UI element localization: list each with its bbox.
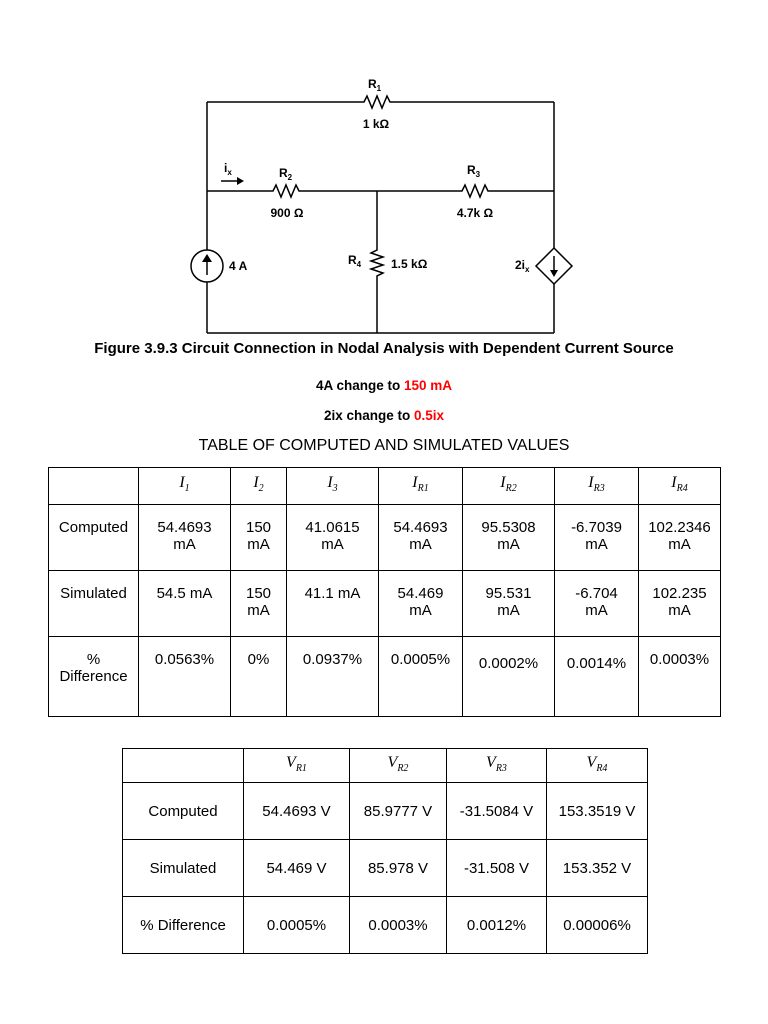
header-i3: $I_3$ [287, 468, 379, 505]
header-i1: $I_1$ [139, 468, 231, 505]
table-cell: 54.5 mA [139, 571, 231, 637]
table-header-row [123, 749, 648, 783]
table-cell: 153.352 V [547, 840, 648, 897]
table-cell: 95.531 mA [463, 571, 555, 637]
table-cell: 0.0002% [463, 637, 555, 717]
table-cell: 54.469 V [244, 840, 350, 897]
table-cell: 54.4693 mA [379, 505, 463, 571]
r3-label: $R_3$ [467, 163, 481, 179]
row-label: % Difference [123, 897, 244, 954]
wire-top [207, 96, 554, 108]
header-ir3: $I_{R3}$ [555, 468, 639, 505]
row-label: Simulated [123, 840, 244, 897]
table-cell: 85.9777 V [350, 783, 447, 840]
row-label: Simulated [49, 571, 139, 637]
table-cell: 0.00006% [547, 897, 648, 954]
table-cell: 41.0615 mA [287, 505, 379, 571]
wire-middle [207, 185, 554, 197]
row-label: Computed [123, 783, 244, 840]
table-row [123, 783, 648, 840]
table-cell: -6.704 mA [555, 571, 639, 637]
change-note-2: 2ix change to 0.5ix [323, 408, 445, 423]
table-cell: 54.469 mA [379, 571, 463, 637]
table-cell: 0.0937% [287, 637, 379, 717]
table-row [123, 897, 648, 954]
table-cell: 102.2346 mA [639, 505, 721, 571]
table-cell: 54.4693 mA [139, 505, 231, 571]
table-cell: 0.0012% [447, 897, 547, 954]
wire-center [371, 191, 383, 333]
table-cell: -31.5084 V [447, 783, 547, 840]
r1-value: 1 kΩ [362, 117, 390, 131]
table-cell: -31.508 V [447, 840, 547, 897]
ix-label: $i_x$ [224, 161, 232, 177]
table-row [49, 637, 721, 717]
table-row [49, 571, 721, 637]
r4-label: $R_4$ [348, 253, 362, 269]
table-title: TABLE OF COMPUTED AND SIMULATED VALUES [198, 437, 570, 454]
table-cell: 0% [231, 637, 287, 717]
table-cell: 0.0563% [139, 637, 231, 717]
row-label: Computed [49, 505, 139, 571]
figure-caption: Figure 3.9.3 Circuit Connection in Nodal Analysis with Dependent Current Source [94, 340, 674, 357]
table-cell: -6.7039 mA [555, 505, 639, 571]
current-values-table [48, 467, 721, 717]
table-cell: 54.4693 V [244, 783, 350, 840]
change-note-1: 4A change to 150 mA [315, 378, 453, 393]
voltage-values-table [122, 748, 648, 954]
table-cell: 41.1 mA [287, 571, 379, 637]
table-cell: 150 mA [231, 505, 287, 571]
header-ir1: $I_{R1}$ [379, 468, 463, 505]
table-cell: 153.3519 V [547, 783, 648, 840]
table-header-row [49, 468, 721, 505]
header-vr2: $V_{R2}$ [350, 749, 447, 783]
header-vr4: $V_{R4}$ [547, 749, 648, 783]
table-cell: 0.0014% [555, 637, 639, 717]
row-label: % Difference [49, 637, 139, 717]
header-vr1: $V_{R1}$ [244, 749, 350, 783]
table-row [49, 505, 721, 571]
corner-cell [123, 749, 244, 783]
header-i2: $I_2$ [231, 468, 287, 505]
table-cell: 150 mA [231, 571, 287, 637]
table-cell: 0.0005% [379, 637, 463, 717]
circuit-diagram [0, 0, 768, 340]
r4-value: 1.5 kΩ [391, 257, 428, 271]
header-ir4: $I_{R4}$ [639, 468, 721, 505]
header-ir2: $I_{R2}$ [463, 468, 555, 505]
r3-value: 4.7k Ω [456, 206, 494, 220]
source-label: 4 A [229, 259, 248, 273]
table-cell: 85.978 V [350, 840, 447, 897]
table-cell: 102.235 mA [639, 571, 721, 637]
r2-label: $R_2$ [279, 166, 293, 182]
r2-value: 900 Ω [270, 206, 304, 220]
table-cell: 0.0003% [639, 637, 721, 717]
table-cell: 0.0003% [350, 897, 447, 954]
table-row [123, 840, 648, 897]
table-cell: 0.0005% [244, 897, 350, 954]
r1-label: $R_1$ [368, 77, 382, 93]
dep-source-label: $2i_x$ [515, 258, 530, 274]
header-vr3: $V_{R3}$ [447, 749, 547, 783]
corner-cell [49, 468, 139, 505]
table-cell: 95.5308 mA [463, 505, 555, 571]
